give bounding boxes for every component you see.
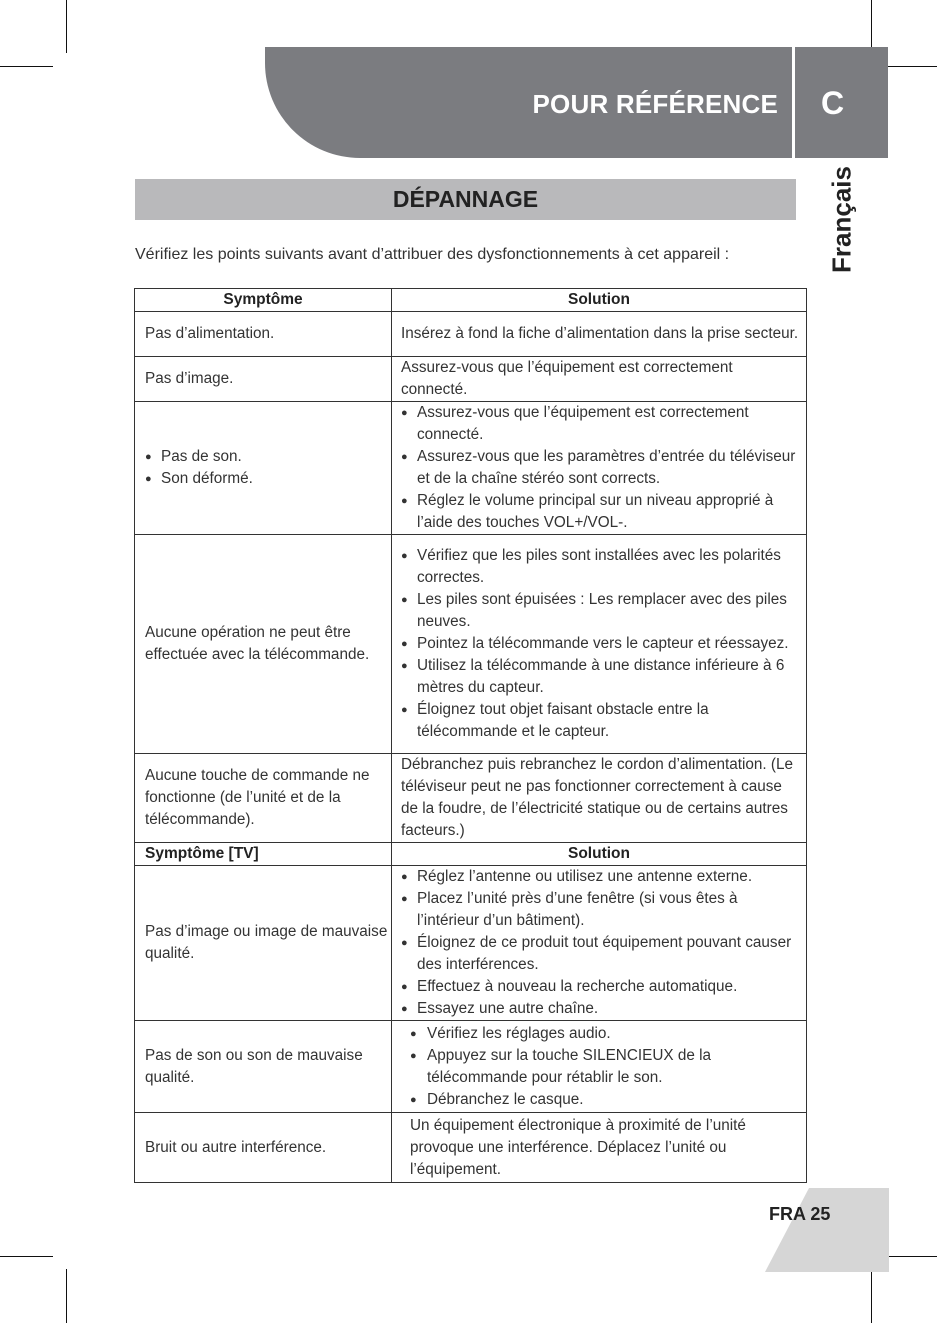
- bullet-item: ● Essayez une autre chaîne.: [401, 998, 800, 1020]
- symptom-cell: [135, 357, 392, 402]
- symptom-cell: [135, 1113, 392, 1183]
- cell-text: Pas d’image ou image de mauvaise qualité.: [145, 923, 388, 962]
- section-header-band: [265, 47, 792, 158]
- bullet-item: ● Vérifiez les réglages audio.: [410, 1023, 800, 1045]
- crop-mark: [0, 66, 53, 67]
- table-header-row: [135, 843, 807, 866]
- cell-text: Pas d’alimentation.: [145, 325, 275, 342]
- crop-mark: [884, 1256, 937, 1257]
- solution-cell: [392, 1021, 807, 1113]
- symptom-cell: [135, 1021, 392, 1113]
- page-number-tab: [765, 1188, 889, 1272]
- intro-text: Vérifiez les points suivants avant d’attribuer des dysfonctionnements à cet appareil :: [135, 246, 730, 263]
- bullet-item: ● Pointez la télécommande vers le capteur et réessayez.: [401, 633, 800, 655]
- header-solution: Solution: [392, 843, 807, 866]
- crop-mark: [0, 1256, 53, 1257]
- bullet-item: ● Son déformé.: [145, 468, 391, 490]
- solution-cell: [392, 866, 807, 1021]
- cell-text: Pas de son ou son de mauvaise qualité.: [145, 1046, 363, 1086]
- table-row: [135, 312, 807, 357]
- cell-text: Débranchez puis rebranchez le cordon d’alimentation. (Le téléviseur peut ne pas fonctionner correctement à cause de la foudre, de l’électricité statique ou de certains autres facteurs.): [401, 756, 793, 839]
- crop-mark: [871, 1269, 872, 1323]
- cell-text: Assurez-vous que l’équipement est correctement connecté.: [401, 359, 733, 398]
- solution-cell: [392, 754, 807, 843]
- bullet-item: ● Débranchez le casque.: [410, 1089, 800, 1111]
- table-row: [135, 402, 807, 535]
- bullet-item: ● Assurez-vous que les paramètres d’entrée du téléviseur et de la chaîne stéréo sont corrects.: [401, 446, 800, 490]
- header-symptom: Symptôme: [135, 289, 392, 312]
- troubleshooting-table: [134, 288, 807, 1183]
- cell-text: Un équipement électronique à proximité de l’unité provoque une interférence. Déplacez l’unité ou l’équipement.: [410, 1116, 746, 1178]
- bullet-item: ● Éloignez de ce produit tout équipement pouvant causer des interférences.: [401, 932, 800, 976]
- cell-text: Aucune touche de commande ne fonctionne (de l’unité et de la télécommande).: [145, 767, 370, 828]
- page-number: FRA 25: [769, 1204, 831, 1224]
- cell-text: Aucune opération ne peut être effectuée avec la télécommande.: [145, 624, 370, 663]
- symptom-cell: [135, 535, 392, 754]
- solution-cell: [392, 1113, 807, 1183]
- table-header-row: [135, 289, 807, 312]
- language-tab: [818, 160, 868, 280]
- language-label: Français: [826, 166, 857, 273]
- bullet-item: ● Assurez-vous que l’équipement est correctement connecté.: [401, 402, 800, 446]
- page-title: DÉPANNAGE: [392, 186, 539, 212]
- table-row: [135, 1113, 807, 1183]
- section-letter-tab: [795, 47, 888, 158]
- table-row: [135, 1021, 807, 1113]
- table-row: [135, 754, 807, 843]
- symptom-cell: [135, 312, 392, 357]
- crop-mark: [884, 66, 937, 67]
- footer-shape: [765, 1188, 889, 1272]
- bullet-item: ● Les piles sont épuisées : Les remplacer avec des piles neuves.: [401, 589, 800, 633]
- crop-mark: [871, 0, 872, 53]
- cell-text: Pas d’image.: [145, 370, 234, 387]
- symptom-cell: [135, 866, 392, 1021]
- bullet-item: ● Placez l’unité près d’une fenêtre (si vous êtes à l’intérieur d’un bâtiment).: [401, 888, 800, 932]
- symptom-cell: [135, 402, 392, 535]
- bullet-item: ● Réglez le volume principal sur un niveau approprié à l’aide des touches VOL+/VOL-.: [401, 490, 800, 534]
- bullet-item: ● Vérifiez que les piles sont installées avec les polarités correctes.: [401, 545, 800, 589]
- header-symptom: Symptôme [TV]: [135, 843, 392, 866]
- crop-mark: [66, 0, 67, 53]
- table-row: [135, 535, 807, 754]
- cell-text: Bruit ou autre interférence.: [145, 1138, 327, 1156]
- heading-bar: [135, 179, 796, 220]
- cell-text: Insérez à fond la fiche d’alimentation dans la prise secteur.: [401, 325, 799, 342]
- section-letter: C: [821, 85, 845, 121]
- solution-cell: [392, 535, 807, 754]
- solution-cell: [392, 312, 807, 357]
- solution-cell: [392, 357, 807, 402]
- bullet-item: ● Effectuez à nouveau la recherche automatique.: [401, 976, 800, 998]
- solution-cell: [392, 402, 807, 535]
- crop-mark: [66, 1269, 67, 1323]
- section-title: POUR RÉFÉRENCE: [532, 89, 778, 119]
- bullet-item: ● Pas de son.: [145, 446, 391, 468]
- table-row: [135, 866, 807, 1021]
- bullet-item: ● Réglez l’antenne ou utilisez une antenne externe.: [401, 866, 800, 888]
- bullet-item: ● Éloignez tout objet faisant obstacle entre la télécommande et le capteur.: [401, 699, 800, 743]
- symptom-cell: [135, 754, 392, 843]
- table-row: [135, 357, 807, 402]
- header-solution: Solution: [392, 289, 807, 312]
- bullet-item: ● Appuyez sur la touche SILENCIEUX de la télécommande pour rétablir le son.: [410, 1045, 800, 1089]
- bullet-item: ● Utilisez la télécommande à une distance inférieure à 6 mètres du capteur.: [401, 655, 800, 699]
